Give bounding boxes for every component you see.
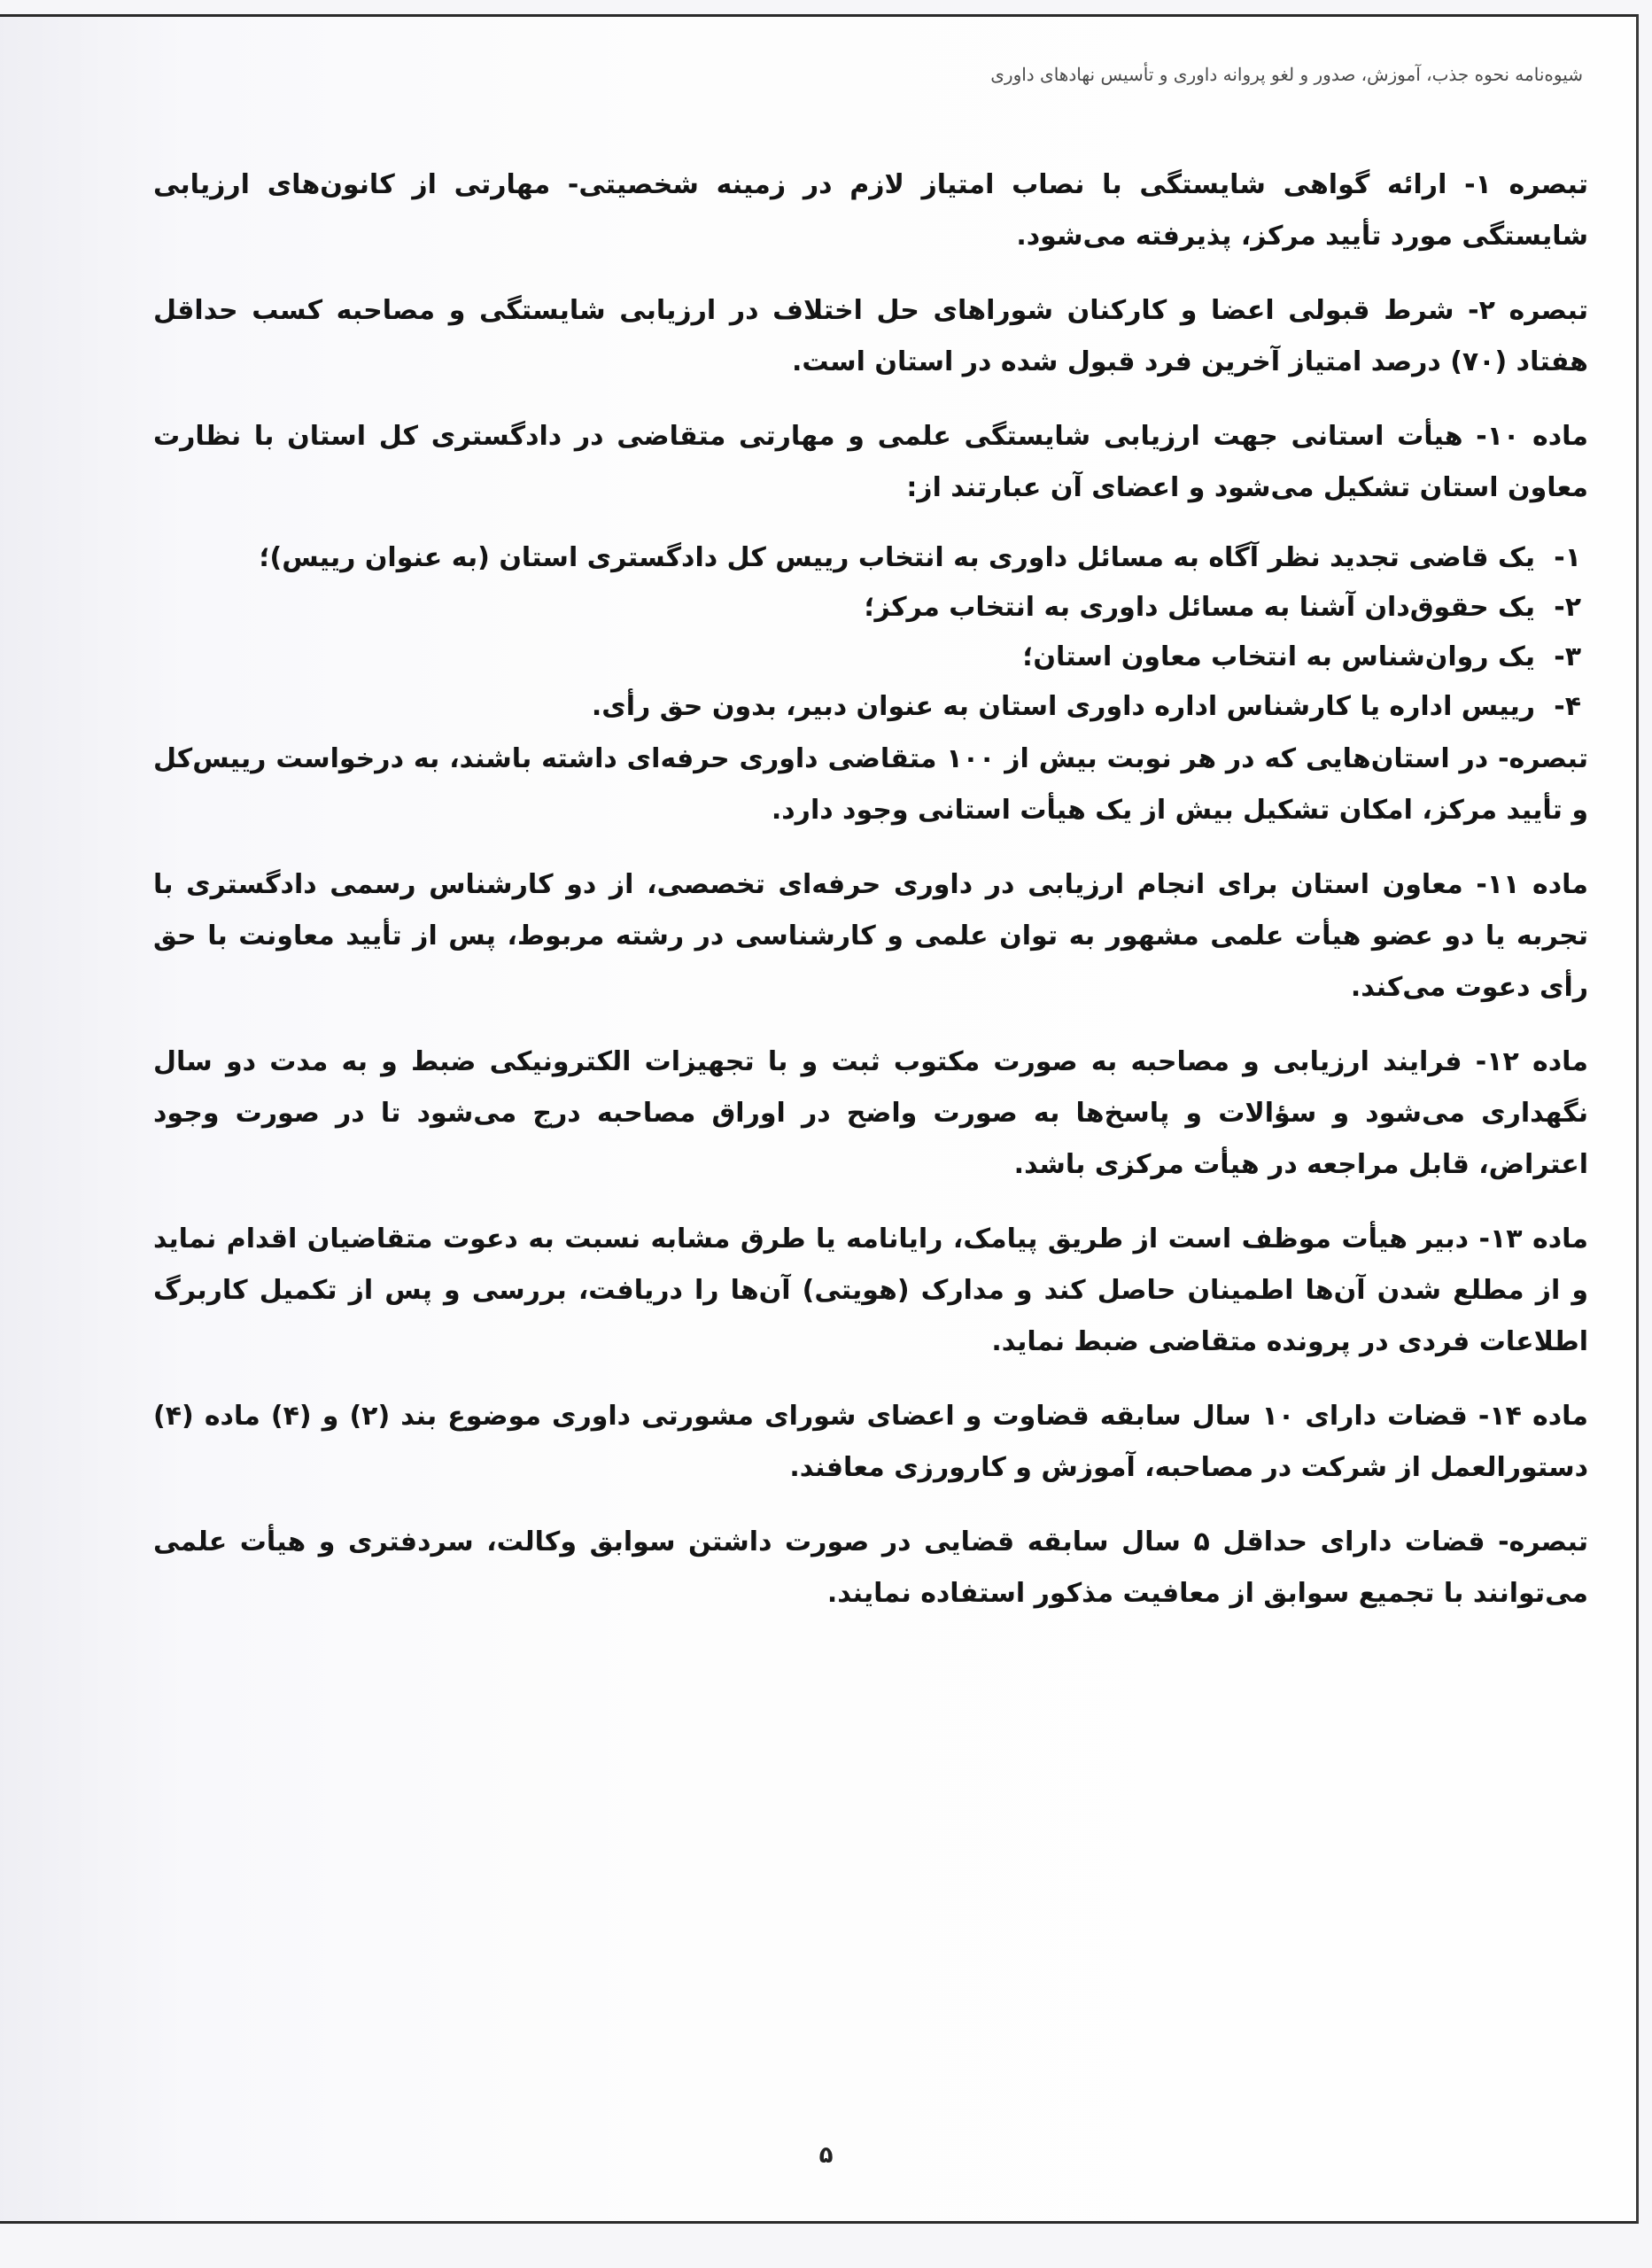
- note-article-14-paragraph: تبصره- قضات دارای حداقل ۵ سال سابقه قضایی در صورت داشتن سوابق وکالت، سردفتری و هیأت علمی می‌توانند با تجمیع سوابق از معافیت مذکور استفاده نمایند.: [153, 1526, 1589, 1609]
- list-item: [153, 633, 1588, 682]
- list-item-number: ۱-: [1554, 542, 1581, 573]
- article-14-paragraph: ماده ۱۴- قضات دارای ۱۰ سال سابقه قضاوت و اعضای شورای مشورتی داوری موضوع بند (۲) و (۴) ماده (۴) دستورالعمل از شرکت در مصاحبه، آموزش و کارورزی معافند.: [153, 1401, 1588, 1483]
- page-number: ۵: [818, 2142, 834, 2169]
- list-item-text: یک حقوق‌دان آشنا به مسائل داوری به انتخاب مرکز؛: [864, 592, 1535, 623]
- list-item: [153, 533, 1588, 583]
- committee-members-list: [153, 533, 1588, 732]
- article-11-paragraph: ماده ۱۱- معاون استان برای انجام ارزیابی در داوری حرفه‌ای تخصصی، از دو کارشناس رسمی دادگستری با تجربه یا دو عضو هیأت علمی مشهور به توان علمی و کارشناسی در رشته مربوط، پس از تأیید معاونت با حق رأی دعوت می‌کند.: [153, 869, 1588, 1003]
- list-item-text: یک روان‌شناس به انتخاب معاون استان؛: [1022, 641, 1535, 672]
- article-10-paragraph: ماده ۱۰- هیأت استانی جهت ارزیابی شایستگی علمی و مهارتی متقاضی در دادگستری کل استان با نظارت معاون استان تشکیل می‌شود و اعضای آن عبارتند از:: [153, 421, 1588, 503]
- article-13-paragraph: ماده ۱۳- دبیر هیأت موظف است از طریق پیامک، رایانامه یا طرق مشابه نسبت به دعوت متقاضیان اقدام نماید و از مطلع شدن آن‌ها اطمینان حاصل کند و مدارک (هویتی) آن‌ها را دریافت، بررسی و پس از تکمیل کاربرگ اطلاعات فردی در پرونده متقاضی ضبط نماید.: [153, 1223, 1588, 1357]
- list-item-text: رییس اداره یا کارشناس اداره داوری استان به عنوان دبیر، بدون حق رأی.: [591, 691, 1535, 722]
- list-item-number: ۲-: [1554, 592, 1581, 623]
- note-2-paragraph: تبصره ۲- شرط قبولی اعضا و کارکنان شوراهای حل اختلاف در ارزیابی شایستگی و مصاحبه کسب حداقل هفتاد (۷۰) درصد امتیاز آخرین فرد قبول شده در استان است.: [153, 295, 1588, 377]
- document-body: [153, 159, 1588, 1643]
- list-item-number: ۴-: [1554, 691, 1581, 722]
- list-item-number: ۳-: [1554, 641, 1581, 672]
- list-item-text: یک قاضی تجدید نظر آگاه به مسائل داوری به انتخاب رییس کل دادگستری استان (به عنوان رییس)؛: [259, 542, 1535, 573]
- note-1-paragraph: تبصره ۱- ارائه گواهی شایستگی با نصاب امتیاز لازم در زمینه شخصیتی- مهارتی از کانون‌های ارزیابی شایستگی مورد تأیید مرکز، پذیرفته می‌شود.: [153, 169, 1589, 252]
- list-item: [153, 682, 1588, 732]
- list-item: [153, 583, 1588, 633]
- running-header: شیوه‌نامه نحوه جذب، آموزش، صدور و لغو پروانه داوری و تأسیس نهادهای داوری: [990, 64, 1583, 85]
- note-article-10-paragraph: تبصره- در استان‌هایی که در هر نوبت بیش از ۱۰۰ متقاضی داوری حرفه‌ای داشته باشند، به درخواست رییس‌کل و تأیید مرکز، امکان تشکیل بیش از یک هیأت استانی وجود دارد.: [153, 743, 1588, 826]
- article-12-paragraph: ماده ۱۲- فرایند ارزیابی و مصاحبه به صورت مکتوب ثبت و با تجهیزات الکترونیکی ضبط و به مدت دو سال نگهداری می‌شود و سؤالات و پاسخ‌ها به صورت واضح در اوراق مصاحبه درج می‌شود تا در صورت وجود اعتراض، قابل مراجعه در هیأت مرکزی باشد.: [153, 1046, 1588, 1180]
